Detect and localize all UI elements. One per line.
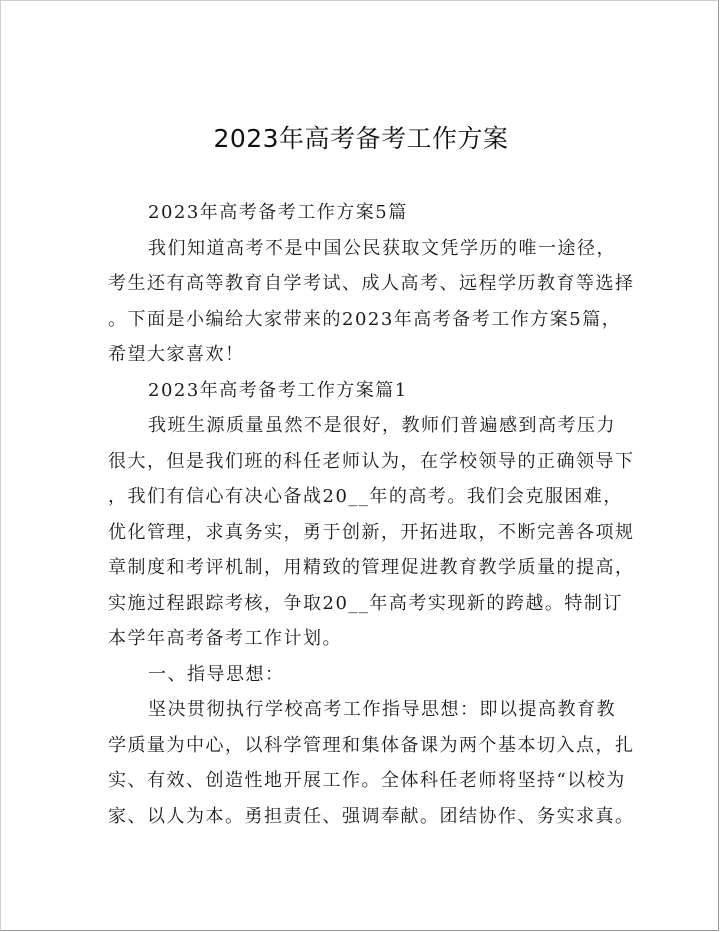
body-line: 坚决贯彻执行学校高考工作指导思想：即以提高教育教 [148, 699, 616, 720]
body-line: 学质量为中心，以科学管理和集体备课为两个基本切入点，扎 [108, 734, 635, 756]
body-line: 2023年高考备考工作方案5篇 [148, 202, 408, 223]
document-body [108, 195, 635, 834]
body-line: 实、有效、创造性地开展工作。全体科任老师将坚持“以校为 [108, 770, 626, 791]
document-title: 2023年高考备考工作方案 [213, 124, 509, 153]
body-line: 很大，但是我们班的科任老师认为，在学校领导的正确领导下 [108, 450, 635, 472]
body-line: 一、指导思想： [148, 663, 285, 685]
body-line: 希望大家喜欢！ [108, 344, 245, 365]
body-line: 家、以人为本。勇担责任、强调奉献。团结协作、务实求真。 [108, 805, 635, 827]
body-line: 优化管理，求真务实，勇于创新，开拓进取，不断完善各项规 [108, 521, 635, 543]
body-line: 。下面是小编给大家带来的2023年高考备考工作方案5篇， [108, 308, 622, 330]
body-line: 我班生源质量虽然不是很好，教师们普遍感到高考压力 [148, 415, 616, 436]
body-line: 考生还有高等教育自学考试、成人高考、远程学历教育等选择 [108, 273, 635, 294]
body-line: 实施过程跟踪考核，争取20__年高考实现新的跨越。特制订 [108, 592, 623, 614]
body-line: 本学年高考备考工作计划。 [108, 628, 342, 649]
body-line: 2023年高考备考工作方案篇1 [148, 379, 408, 401]
body-line: 章制度和考评机制，用精致的管理促进教育教学质量的提高， [108, 557, 635, 578]
body-line: 我们知道高考不是中国公民获取文凭学历的唯一途径， [148, 237, 616, 259]
body-line: ，我们有信心有决心备战20__年的高考。我们会克服困难， [108, 486, 623, 507]
